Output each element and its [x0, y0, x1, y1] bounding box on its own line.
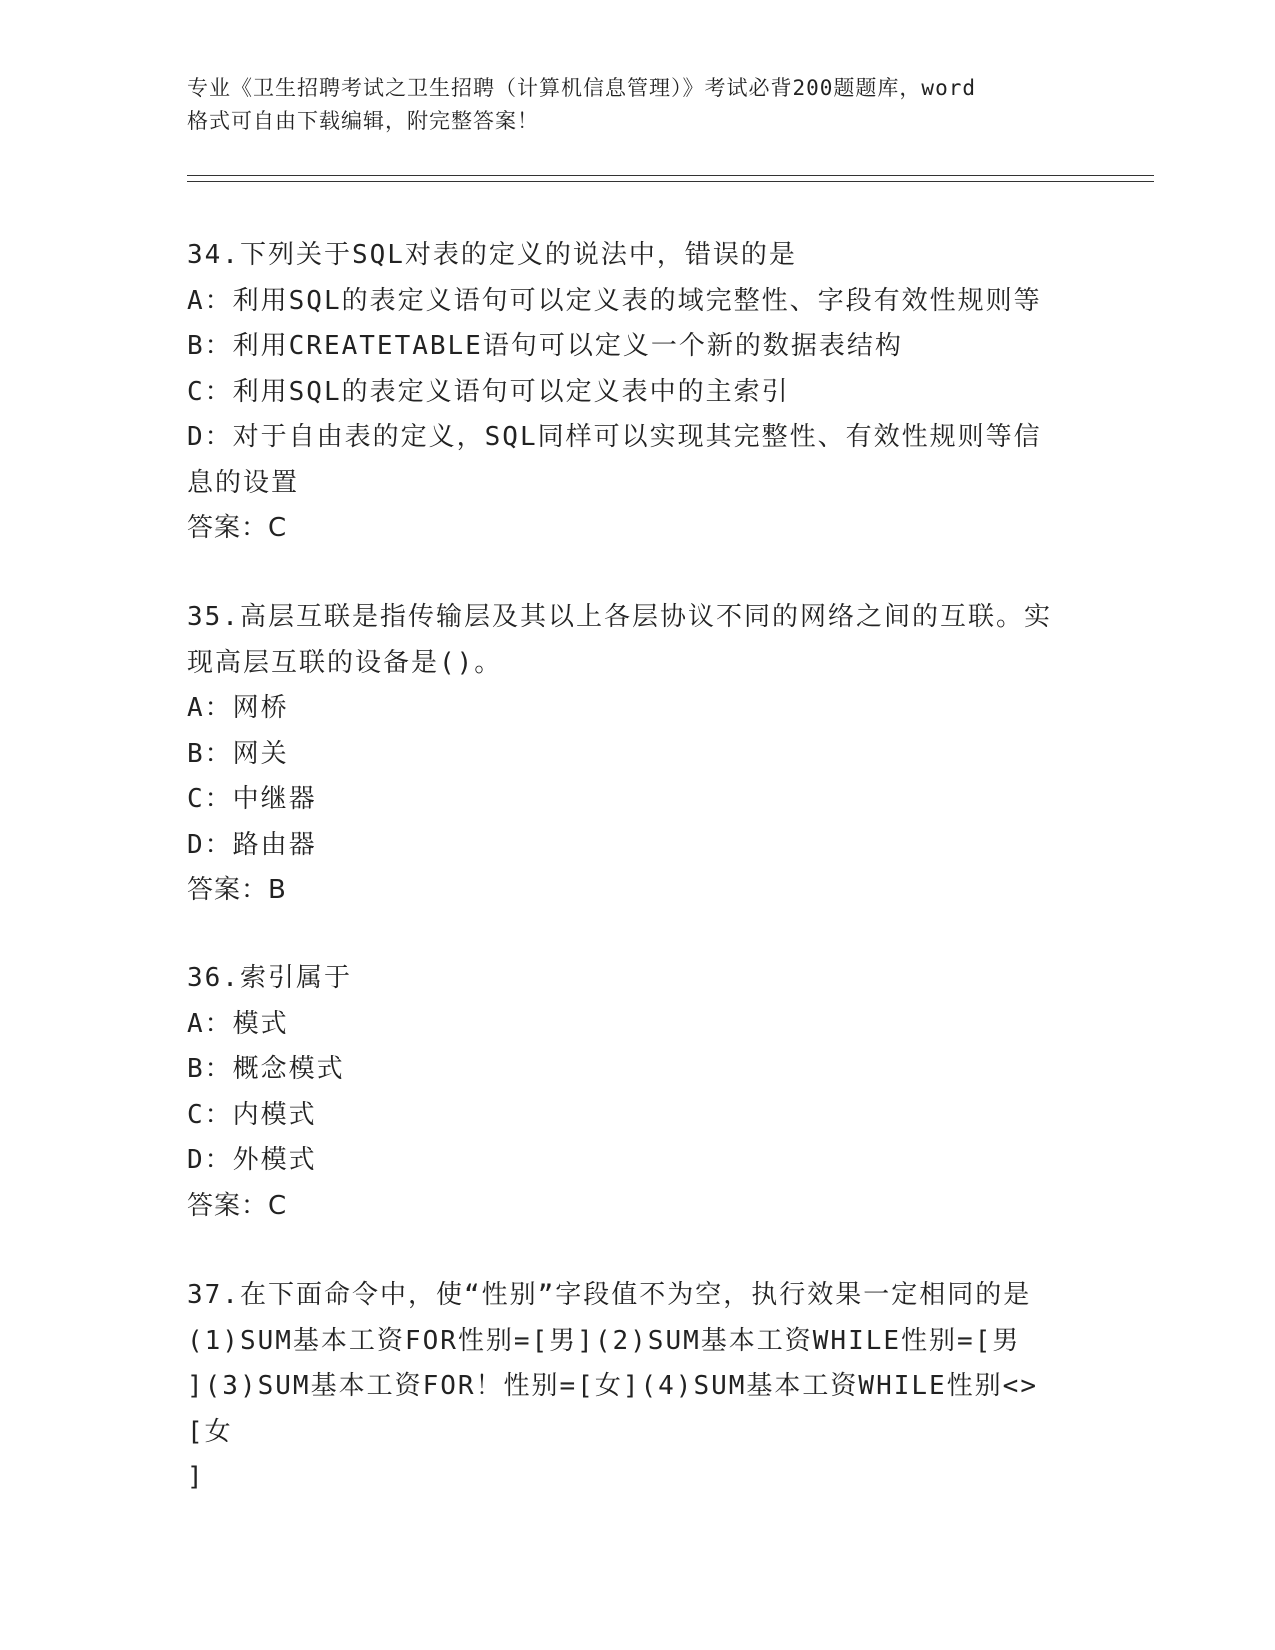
answer: 答案：B	[187, 875, 287, 905]
question-stem-line-3: ](3)SUM基本工资FOR！性别=[女](4)SUM基本工资WHILE性别<>[女	[187, 1371, 1038, 1447]
question-stem-line-2: (1)SUM基本工资FOR性别=[男](2)SUM基本工资WHILE性别=[男	[187, 1325, 1021, 1356]
option-a: A：网桥	[187, 693, 289, 723]
option-c: C：利用SQL的表定义语句可以定义表中的主索引	[187, 376, 790, 407]
question-36	[187, 956, 1077, 1229]
question-37	[187, 1273, 1077, 1501]
question-stem-continued: 现高层互联的设备是()。	[187, 647, 503, 678]
header-divider-top	[187, 175, 1154, 176]
header-line-1: 专业《卫生招聘考试之卫生招聘（计算机信息管理）》考试必背200题题库，word	[187, 76, 976, 100]
answer: 答案：C	[187, 513, 288, 543]
option-a: A：利用SQL的表定义语句可以定义表的域完整性、字段有效性规则等	[187, 285, 1042, 316]
option-d: D：对于自由表的定义，SQL同样可以实现其完整性、有效性规则等信	[187, 422, 1042, 452]
question-stem: 37.在下面命令中，使“性别”字段值不为空，执行效果一定相同的是	[187, 1280, 1032, 1310]
question-stem-line-4: ]	[187, 1462, 205, 1492]
question-35	[187, 595, 1077, 914]
document-header	[187, 72, 1087, 138]
question-34	[187, 233, 1077, 552]
option-b: B：网关	[187, 738, 289, 769]
option-c: C：内模式	[187, 1099, 317, 1130]
question-stem: 36.索引属于	[187, 963, 352, 993]
header-line-2: 格式可自由下载编辑，附完整答案！	[187, 109, 539, 133]
option-d-continued: 息的设置	[187, 467, 300, 498]
option-b: B：概念模式	[187, 1054, 345, 1084]
question-stem: 34.下列关于SQL对表的定义的说法中，错误的是	[187, 240, 797, 270]
option-c: C：中继器	[187, 784, 317, 814]
option-b: B：利用CREATETABLE语句可以定义一个新的数据表结构	[187, 331, 903, 361]
option-a: A：模式	[187, 1008, 289, 1039]
option-d: D：外模式	[187, 1145, 317, 1175]
answer: 答案：C	[187, 1190, 288, 1221]
option-d: D：路由器	[187, 829, 317, 860]
question-stem: 35.高层互联是指传输层及其以上各层协议不同的网络之间的互联。实	[187, 602, 1052, 632]
header-divider-bottom	[187, 181, 1154, 182]
